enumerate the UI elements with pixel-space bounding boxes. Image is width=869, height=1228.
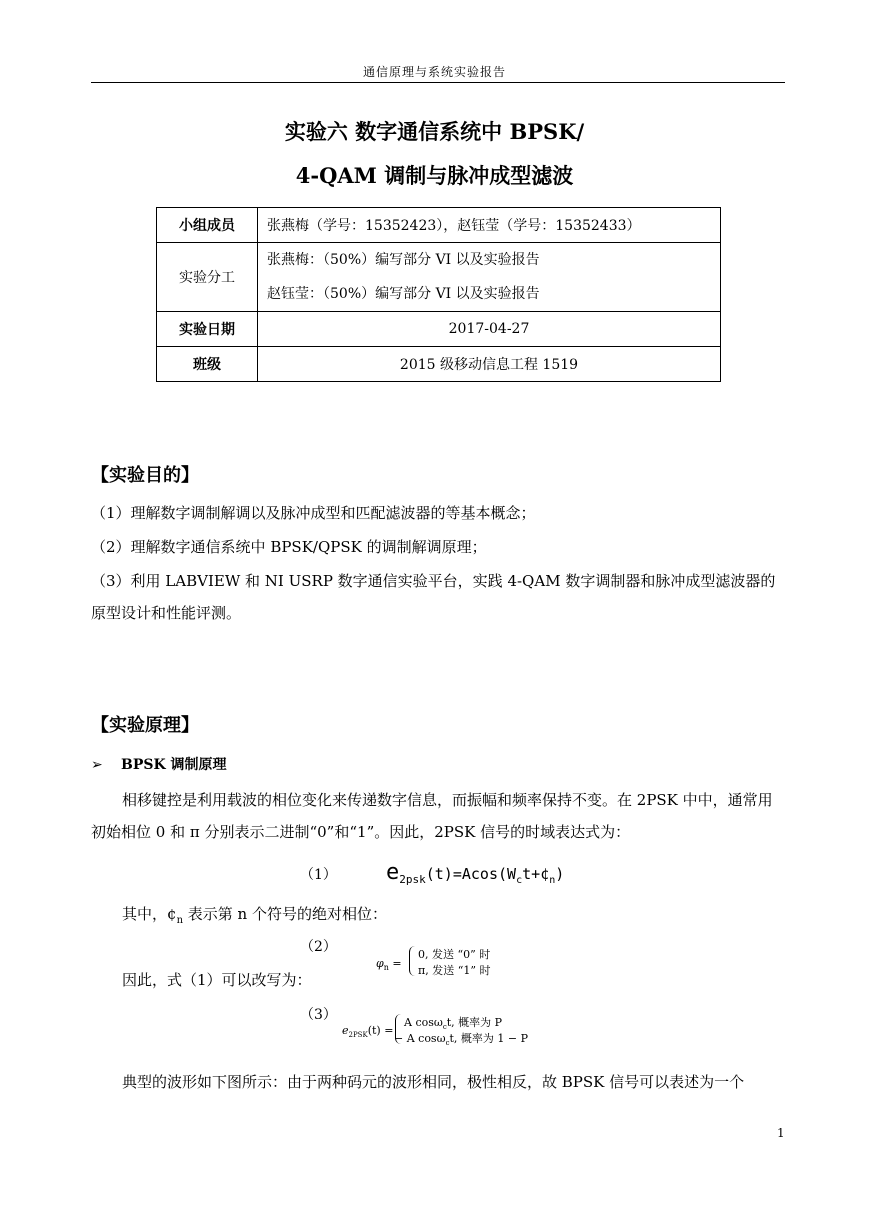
bullet-text: BPSK 调制原理 xyxy=(121,757,227,773)
members-label: 小组成员 xyxy=(157,208,258,243)
date-value: 2017-04-27 xyxy=(258,312,721,347)
table-row-class xyxy=(157,347,721,382)
division-label: 实验分工 xyxy=(157,243,258,312)
header-divider xyxy=(91,82,785,83)
division-line: 张燕梅：（50%）编写部分 VI 以及实验报告 xyxy=(267,252,540,268)
principle-paragraph-4: 典型的波形如下图所示：由于两种码元的波形相同，极性相反，故 BPSK 信号可以表述为一个 xyxy=(122,1073,745,1091)
members-value: 张燕梅（学号：15352423），赵钰莹（学号：15352433） xyxy=(258,208,721,243)
equation-3-number: （3） xyxy=(300,1007,337,1023)
equation-1: $e_{2psk}(t)=Acos(W_ct+¢_n)$ xyxy=(386,860,565,886)
purpose-heading: 【实验目的】 xyxy=(91,465,199,486)
purpose-item-1: （1）理解数字调制解调以及脉冲成型和匹配滤波器的等基本概念； xyxy=(91,504,536,522)
principle-paragraph-1: 相移键控是利用载波的相位变化来传递数字信息，而振幅和频率保持不变。在 2PSK 中中，通常用初始相位 0 和 π 分别表示二进制“0”和“1”。因此，2PSK 信号的时域表达式为： xyxy=(91,791,773,841)
table-row-division xyxy=(157,243,721,312)
experiment-info-table xyxy=(156,207,721,382)
principle-paragraph-3: 因此，式（1）可以改写为： xyxy=(122,971,312,989)
report-title-line1: 实验六 数字通信系统中 BPSK/ xyxy=(284,119,585,144)
bpsk-bullet xyxy=(91,754,227,774)
page-header: 通信原理与系统实验报告 xyxy=(362,65,506,79)
equation-2-number: （2） xyxy=(300,939,337,955)
arrow-bullet-icon: ➢ xyxy=(91,757,103,773)
date-label: 实验日期 xyxy=(157,312,258,347)
report-title-line2: 4-QAM 调制与脉冲成型滤波 xyxy=(295,163,574,188)
equation-1-number: （1） xyxy=(300,867,337,883)
purpose-item-3: （3）利用 LABVIEW 和 NI USRP 数字通信实验平台，实践 4-QAM 数字调制器和脉冲成型滤波器的原型设计和性能评测。 xyxy=(91,572,776,622)
purpose-item-2: （2）理解数字通信系统中 BPSK/QPSK 的调制解调原理； xyxy=(91,538,487,556)
division-line: 赵钰莹：（50%）编写部分 VI 以及实验报告 xyxy=(267,286,540,302)
table-row-members xyxy=(157,208,721,243)
page-number: 1 xyxy=(777,1126,785,1140)
principle-heading: 【实验原理】 xyxy=(91,715,199,736)
class-value: 2015 级移动信息工程 1519 xyxy=(258,347,721,382)
table-row-date xyxy=(157,312,721,347)
principle-paragraph-2: 其中，$¢_n$ 表示第 n 个符号的绝对相位： xyxy=(122,905,387,926)
division-value xyxy=(258,243,721,312)
class-label: 班级 xyxy=(157,347,258,382)
